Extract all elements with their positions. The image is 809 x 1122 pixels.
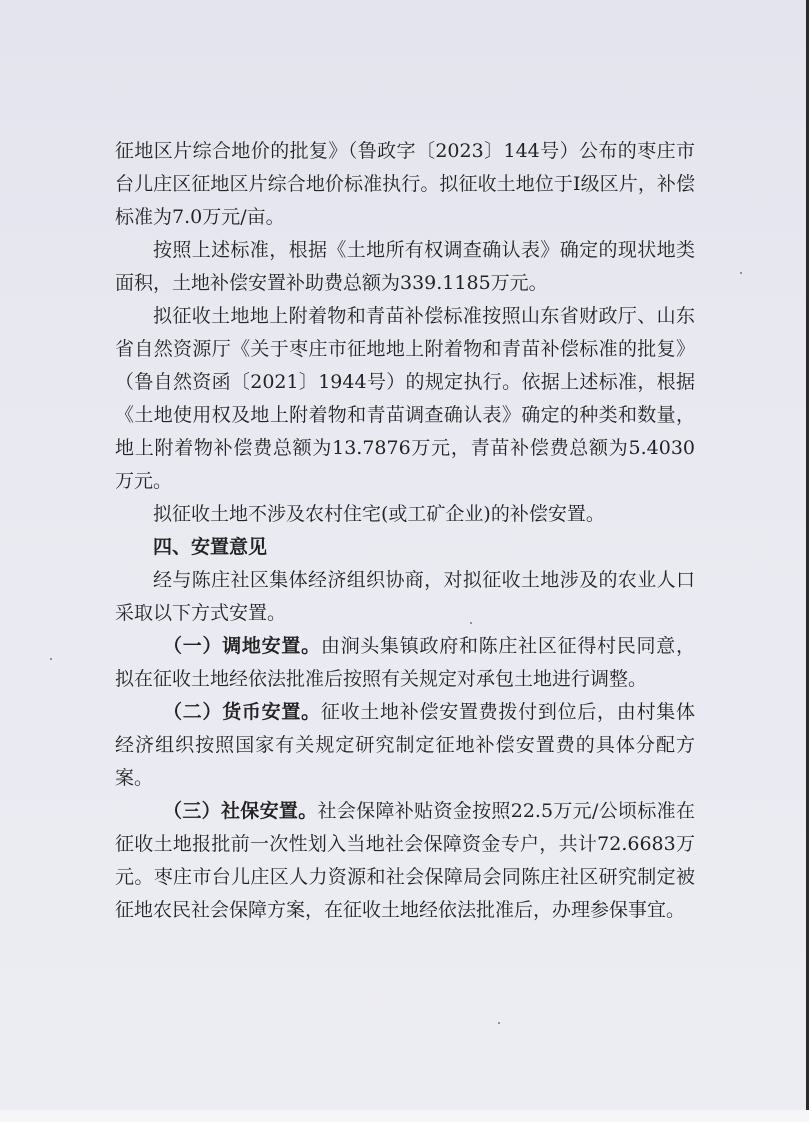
paragraph-resettlement-intro: 经与陈庄社区集体经济组织协商，对拟征收土地涉及的农业人口采取以下方式安置。 <box>115 569 695 624</box>
item-text: 社会保障补贴资金按照22.5万元/公顷标准在征收土地报批前一次性划入当地社会保障资金专户，共计72.6683万元。枣庄市台儿庄区人力资源和社会保障局会同陈庄社区研究制定被征地农民社会保障方案，在征收土地经依法批准后，办理参保事宜。 <box>115 800 695 921</box>
scan-speck <box>498 1022 500 1024</box>
scan-speck <box>740 272 742 274</box>
paragraph-land-compensation: 按照上述标准，根据《土地所有权调查确认表》确定的现状地类面积，土地补偿安置补助费总额为339.1185万元。 <box>115 239 695 294</box>
section-heading: 四、安置意见 <box>153 536 268 558</box>
item-title: （三）社保安置。 <box>163 800 318 822</box>
item-land-adjustment <box>115 630 695 696</box>
paragraph-land-price: 征地区片综合地价的批复》（鲁政字〔2023〕144号）公布的枣庄市台儿庄区征地区片综合地价标准执行。拟征收土地位于Ⅰ级区片，补偿标准为7.0万元/亩。 <box>115 140 695 228</box>
item-title: （一）调地安置。 <box>163 635 321 657</box>
item-title: （二）货币安置。 <box>163 701 321 723</box>
scan-speck <box>50 658 52 660</box>
item-social-security <box>115 795 695 927</box>
scan-speck <box>470 622 472 624</box>
item-monetary <box>115 696 695 795</box>
paragraph-housing-note: 拟征收土地不涉及农村住宅(或工矿企业)的补偿安置。 <box>153 503 605 525</box>
scan-bottom-margin <box>0 1110 809 1122</box>
document-body <box>115 135 695 927</box>
item-text: 征收土地补偿安置费拨付到位后，由村集体经济组织按照国家有关规定研究制定征地补偿安置费的具体分配方案。 <box>115 701 695 789</box>
item-text: 由涧头集镇政府和陈庄社区征得村民同意，拟在征收土地经依法批准后按照有关规定对承包土地进行调整。 <box>115 635 695 690</box>
paragraph-attachments-compensation: 拟征收土地地上附着物和青苗补偿标准按照山东省财政厅、山东省自然资源厅《关于枣庄市征地地上附着物和青苗补偿标准的批复》（鲁自然资函〔2021〕1944号）的规定执行。依据上述标准，根据《土地使用权及地上附着物和青苗调查确认表》确定的种类和数量，地上附着物补偿费总额为13.7876万元，青苗补偿费总额为5.4030万元。 <box>115 305 695 492</box>
